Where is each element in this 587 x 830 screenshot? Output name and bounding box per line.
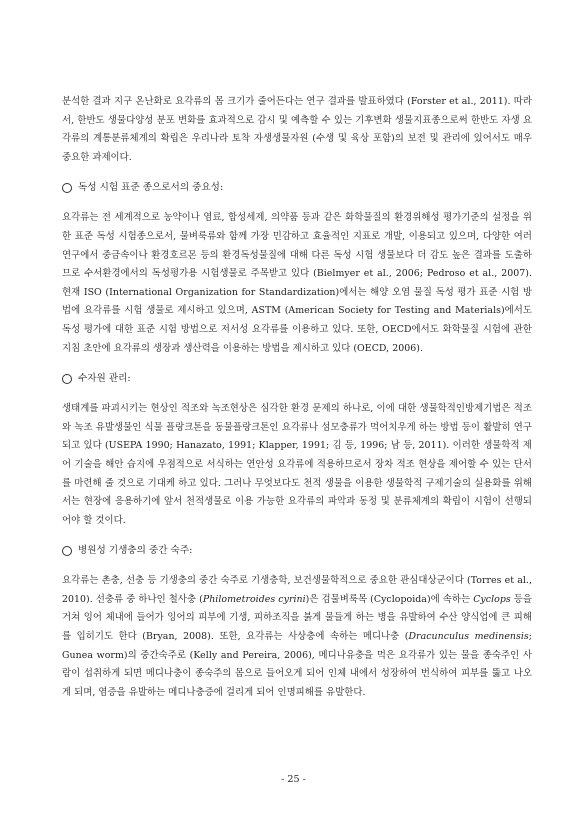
paragraph-parasite-host — [62, 572, 532, 702]
heading-text: 수자원 관리: — [78, 373, 131, 385]
text-run: )은 검물벼룩목 (Cyclopoida)에 속하는 — [305, 593, 474, 605]
circle-bullet-icon — [62, 546, 72, 556]
text-run: ; Gunea worm)의 중간숙주로 (Kelly and Pereira, 2006), 메디나유충을 먹은 요각류가 있는 물을 종숙주인 사람이 섭취하게 되면 메디나충이 종숙주의 몸으로 들어오게 되어 인체 내에서 성장하여 번식하여 피부를 뚫고 나오게 되며, 염증을 유발하는 메디나충증에 걸리게 되어 인명피해를 유발한다. — [62, 631, 532, 698]
page-content — [62, 93, 532, 714]
species-name: Dracunculus medinensis — [408, 631, 529, 643]
heading-text: 병원성 기생충의 중간 숙주: — [78, 545, 193, 557]
circle-bullet-icon — [62, 183, 72, 193]
text-run: 요각류는 촌충, 선충 등 기생충의 중간 숙주로 기생충학, 보건생물학적으로 중요한 관심대상군이다 (Torres et al., 2010). 선충류 중 하나인 철사충 ( — [62, 575, 532, 605]
heading-water-management — [62, 370, 532, 388]
heading-text: 독성 시험 표준 종으로서의 중요성: — [78, 182, 224, 194]
paragraph-toxicity: 요각류는 전 세계적으로 농약이나 염료, 합성세제, 의약품 등과 같은 화학물질의 환경위해성 평가기준의 설정을 위한 표준 독성 시험종으로서, 물벼룩류와 함께 가장 민감하고 효율적인 지표로 개발, 이용되고 있으며, 다양한 여러 연구에서 중금속이나 환경호르몬 등의 환경독성물질에 대해 다른 독성 시험 생물보다 더 감도 높은 결과를 도출하므로 수서환경에서의 독성평가용 시험생물로 주목받고 있다 (Bielmyer et al., 2006; Pedroso et al., 2007). 현재 ISO (International Organization for Standardization)에서는 해양 오염 물질 독성 평가 표준 시험 방법에 요각류를 시험 생물로 제시하고 있으며, ASTM (American Society for Testing and Materials)에서도 독성 평가에 대한 표준 시험 방법으로 저서성 요각류를 이용하고 있다. 또한, OECD에서도 화학물질 시험에 관한 지침 초안에 요각류의 생장과 생산력을 이용하는 방법을 제시하고 있다 (OECD, 2006). — [62, 212, 532, 354]
species-name: Philometroides cyrini — [202, 593, 306, 605]
paragraph-water-management: 생태계를 파괴시키는 현상인 적조와 녹조현상은 심각한 환경 문제의 하나로, 이에 대한 생물학적인방제기법은 적조와 녹조 유발생물인 식물 플랑크톤을 동물플랑크톤인 요각류나 섬모충류가 먹어치우게 하는 방법 등이 활발히 연구되고 있다 (USEPA 1990; Hanazato, 1991; Klapper, 1991; 김 등, 1996; 남 등, 2011). 이러한 생물학적 제어 기술을 해안 습지에 우점적으로 서식하는 연안성 요각류에 적용하므로서 장차 적조 현상을 제어할 수 있는 단서를 마련해 줄 것으로 기대케 하고 있다. 그러나 무엇보다도 천적 생물을 이용한 생물학적 구제기술의 실용화를 위해서는 현장에 응용하기에 앞서 천적생물로 이용 가능한 요각류의 파악과 동정 및 분류체계의 확립이 시험이 선행되어야 할 것이다. — [62, 403, 532, 526]
genus-name: Cyclops — [473, 593, 511, 605]
page-number: - 25 - — [281, 774, 306, 785]
heading-parasite-host — [62, 542, 532, 560]
heading-toxicity-standard — [62, 179, 532, 197]
paragraph-climate-indicator: 분석한 결과 지구 온난화로 요각류의 몸 크기가 줄어든다는 연구 결과를 발표하였다 (Forster et al., 2011). 따라서, 한반도 생물다양성 분포 변화를 효과적으로 감시 및 예측할 수 있는 기후변화 생물지표종으로써 한반도 자생 요각류의 계통분류체계의 확립은 우리나라 토착 자생생물자원 (수생 및 육상 포함)의 보전 및 관리에 있어서도 매우 중요한 과제이다. — [62, 96, 532, 163]
circle-bullet-icon — [62, 374, 72, 384]
text-run: 등을 거쳐 잉어 체내에 들어가 잉어의 피부에 기생, 피하조직을 붉게 물들게 하는 병을 유발하여 수산 양식업에 큰 피해를 입히기도 한다 (Bryan, 2008). 또한, 요각류는 사상충에 속하는 메디나충 ( — [62, 593, 533, 643]
